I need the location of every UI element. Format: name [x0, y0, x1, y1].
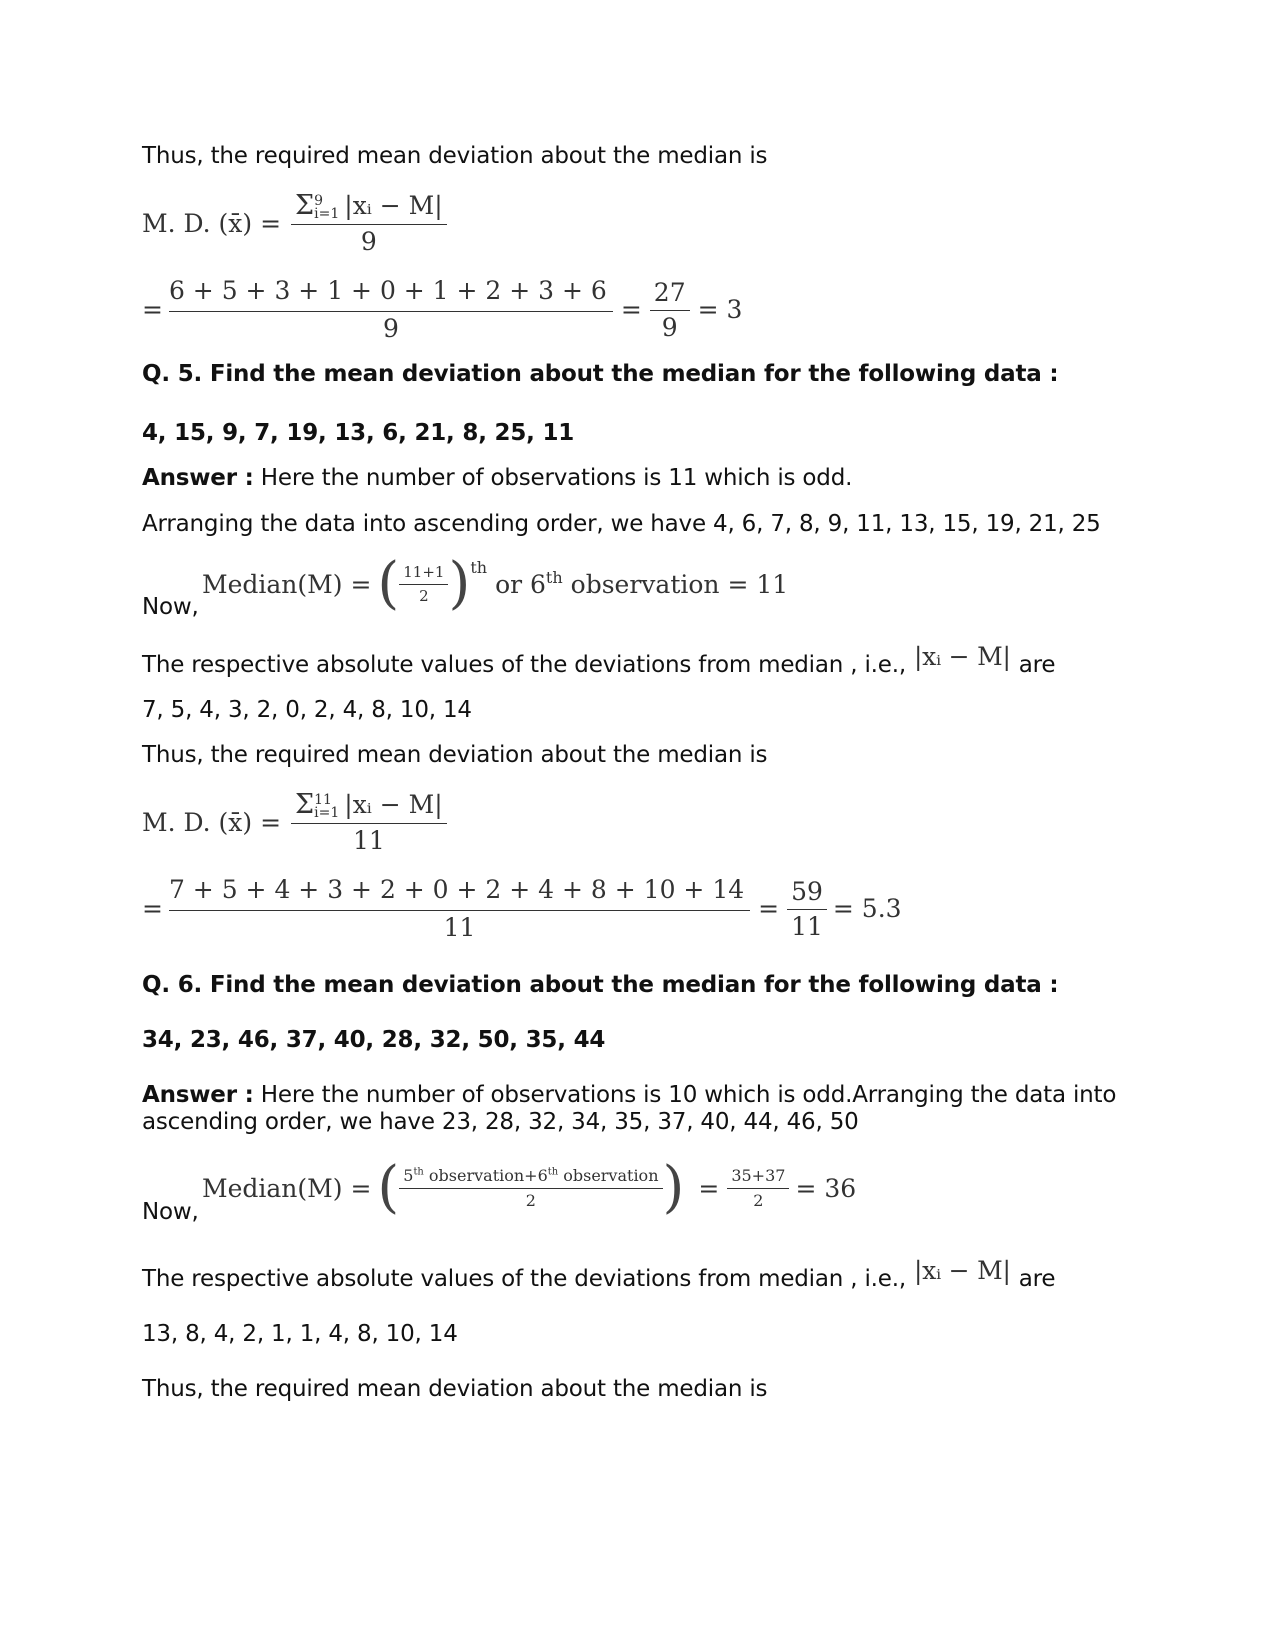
question-5-data	[142, 420, 574, 446]
obs6-sup: th	[547, 1166, 559, 1178]
sum-lower-limit: i=1	[314, 205, 340, 222]
or-superscript: th	[545, 568, 563, 587]
avg-den: 2	[753, 1191, 764, 1210]
answer-5-arranging: Arranging the data into ascending order, we have 4, 6, 7, 8, 9, 11, 13, 15, 19, 21, 25	[142, 511, 1101, 537]
formula-fraction	[291, 190, 447, 256]
answer-6-intro	[142, 1082, 1116, 1108]
answer-6-line2: ascending order, we have 23, 28, 32, 34, 35, 37, 40, 44, 46, 50	[142, 1109, 859, 1135]
sum-lower-limit: i=1	[314, 804, 340, 821]
simplified-denominator: 11	[791, 911, 823, 941]
sum-numerator: 6 + 5 + 3 + 1 + 0 + 1 + 2 + 3 + 6	[169, 276, 613, 312]
obs5: 5	[403, 1166, 414, 1185]
median-or: or 6	[495, 569, 546, 599]
right-paren: )	[662, 1155, 685, 1220]
thus-q6: Thus, the required mean deviation about the median is	[142, 1376, 768, 1402]
simplified-fraction	[650, 278, 690, 342]
sum-upper-limit: 9	[314, 192, 324, 209]
thus-q5: Thus, the required mean deviation about the median is	[142, 742, 768, 768]
equals-sign: =	[142, 894, 163, 923]
question-5-text: Q. 5. Find the mean deviation about the median for the following data :	[142, 361, 1059, 387]
simplified-fraction	[787, 877, 827, 941]
equals-sign: =	[620, 295, 642, 324]
deviations-q5: 7, 5, 4, 3, 2, 0, 2, 4, 8, 10, 14	[142, 697, 472, 723]
left-paren: (	[377, 551, 400, 616]
sigma-symbol: Σ	[295, 789, 315, 820]
equals-sign: =	[758, 894, 780, 923]
now-label: Now,	[142, 594, 199, 620]
answer-label: Answer :	[142, 1082, 254, 1108]
fraction-denominator: 11	[352, 826, 385, 855]
formula-fraction	[291, 789, 447, 855]
median-den: 2	[419, 587, 429, 605]
median-lhs: Median(M) =	[202, 1173, 372, 1203]
left-paren: (	[377, 1155, 400, 1220]
deviations-q6: 13, 8, 4, 2, 1, 1, 4, 8, 10, 14	[142, 1321, 458, 1347]
fraction-denominator: 9	[360, 227, 377, 256]
formula-median-q6	[202, 1155, 857, 1220]
result-value: = 3	[697, 295, 743, 324]
now-label: Now,	[142, 1199, 199, 1225]
median-result: = 36	[795, 1173, 857, 1203]
answer-label: Answer :	[142, 465, 254, 491]
equals-sign: =	[142, 295, 163, 324]
sum-upper-limit: 11	[314, 791, 332, 808]
sum-denominator: 9	[382, 314, 399, 343]
are-text: are	[1018, 1266, 1056, 1292]
median-superscript: th	[470, 558, 488, 577]
answer-5-intro	[142, 465, 852, 491]
text-intro-mean-deviation: Thus, the required mean deviation about the median is	[142, 143, 768, 169]
question-6-data-values: 34, 23, 46, 37, 40, 28, 32, 50, 35, 44	[142, 1027, 606, 1053]
sum-numerator: 7 + 5 + 4 + 3 + 2 + 0 + 2 + 4 + 8 + 10 + 14	[169, 875, 750, 911]
respective-line-q6	[142, 1254, 1055, 1292]
simplified-denominator: 9	[661, 312, 678, 342]
median-num: 11+1	[399, 563, 448, 585]
sum-fraction	[169, 276, 613, 343]
question-5-data-values: 4, 15, 9, 7, 19, 13, 6, 21, 8, 25, 11	[142, 420, 575, 446]
sum-fraction	[169, 875, 750, 942]
sigma-symbol: Σ	[295, 190, 315, 221]
abs-expression: |xᵢ − M|	[913, 1255, 1011, 1285]
question-6-data	[142, 1027, 605, 1053]
formula-lhs: M. D. (x̄) =	[142, 807, 282, 837]
equals-sign: =	[698, 1173, 720, 1203]
respective-text: The respective absolute values of the deviations from median , i.e.,	[142, 1266, 906, 1292]
median-num	[399, 1166, 662, 1189]
avg-fraction	[727, 1166, 789, 1210]
obs-end: observation	[558, 1166, 659, 1185]
are-text: are	[1018, 652, 1056, 678]
answer-text-line1: Here the number of observations is 10 which is odd.Arranging the data into	[253, 1082, 1117, 1108]
median-fraction	[399, 1166, 662, 1210]
avg-num: 35+37	[727, 1166, 789, 1189]
formula-md-calc-9	[142, 276, 742, 343]
sum-numerator: |xᵢ − M|	[344, 191, 443, 220]
sum-denominator: 11	[443, 913, 476, 942]
formula-md-sum-9	[142, 190, 447, 256]
answer-text: Here the number of observations is 11 which is odd.	[253, 465, 853, 491]
respective-line-q5	[142, 640, 1055, 678]
question-6	[142, 972, 1058, 998]
median-den: 2	[525, 1191, 536, 1210]
simplified-numerator: 59	[787, 877, 827, 910]
right-paren: )	[448, 551, 471, 616]
simplified-numerator: 27	[650, 278, 690, 311]
result-value: = 5.3	[832, 894, 902, 923]
median-fraction	[399, 563, 448, 605]
median-result: observation = 11	[570, 569, 789, 599]
question-5	[142, 361, 1058, 387]
formula-median-q5	[202, 551, 789, 616]
obs5-sup: th	[413, 1166, 424, 1178]
question-6-text: Q. 6. Find the mean deviation about the median for the following data :	[142, 972, 1059, 998]
formula-lhs: M. D. (x̄) =	[142, 208, 282, 238]
formula-md-sum-11	[142, 789, 447, 855]
formula-md-calc-11	[142, 875, 902, 942]
respective-text: The respective absolute values of the deviations from median , i.e.,	[142, 652, 906, 678]
obs-mid: observation+6	[423, 1166, 548, 1185]
median-lhs: Median(M) =	[202, 569, 372, 599]
sum-numerator: |xᵢ − M|	[344, 790, 443, 819]
abs-expression: |xᵢ − M|	[913, 641, 1011, 671]
